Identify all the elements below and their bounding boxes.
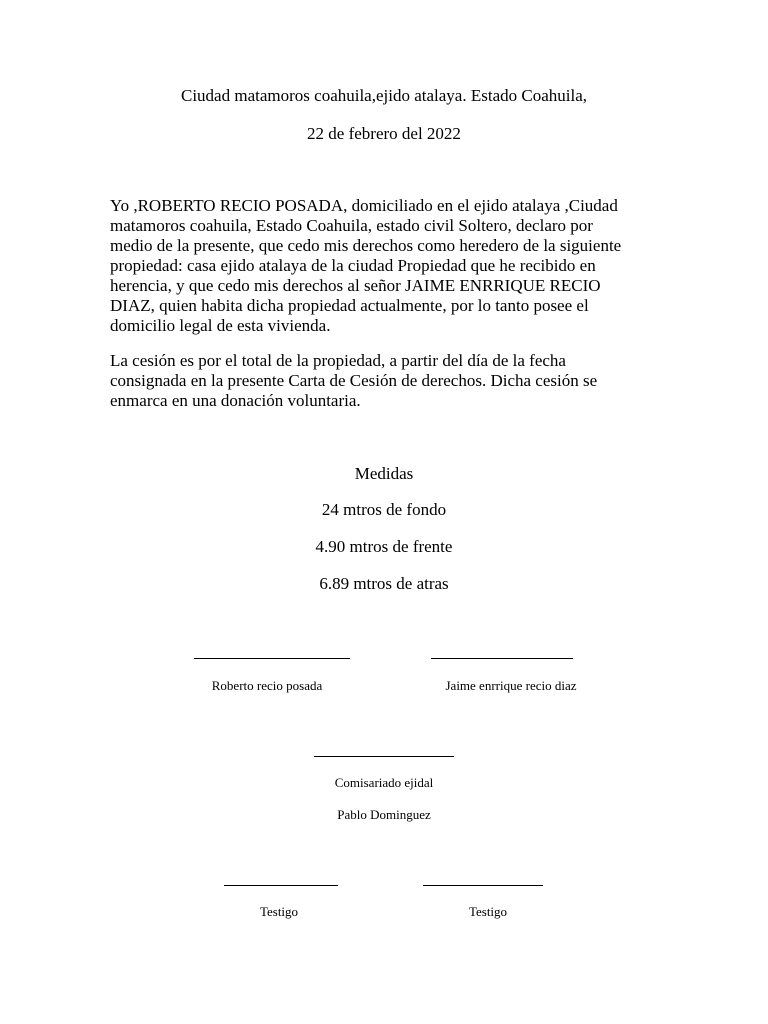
- paragraph-line: medio de la presente, que cedo mis derechos como heredero de la siguiente: [110, 236, 622, 255]
- signature-label-witness1: Testigo: [259, 904, 299, 919]
- signature-line-party1: [194, 658, 350, 659]
- commissioner-name: Pablo Dominguez: [337, 807, 431, 822]
- paragraph-line: Yo ,ROBERTO RECIO POSADA, domiciliado en el ejido atalaya ,Ciudad: [110, 196, 618, 215]
- paragraph-line: consignada en la presente Carta de Cesión de derechos. Dicha cesión se: [110, 371, 598, 390]
- paragraph-cession-terms: [110, 351, 670, 411]
- paragraph-line: enmarca en una donación voluntaria.: [110, 391, 361, 410]
- paragraph-line: domicilio legal de esta vivienda.: [110, 316, 331, 335]
- paragraph-line: herencia, y que cedo mis derechos al señor JAIME ENRRIQUE RECIO: [110, 276, 601, 295]
- paragraph-line: propiedad: casa ejido atalaya de la ciudad Propiedad que he recibido en: [110, 256, 596, 275]
- paragraph-cession-declaration: [110, 196, 670, 336]
- paragraph-line: La cesión es por el total de la propiedad, a partir del día de la fecha: [110, 351, 566, 370]
- paragraph-line: matamoros coahuila, Estado Coahuila, estado civil Soltero, declaro por: [110, 216, 593, 235]
- signature-label-party2: Jaime enrrique recio diaz: [445, 678, 577, 693]
- paragraph-line: DIAZ, quien habita dicha propiedad actualmente, por lo tanto posee el: [110, 296, 589, 315]
- signature-label-witness2: Testigo: [468, 904, 508, 919]
- commissioner-title: Comisariado ejidal: [334, 775, 434, 790]
- header-location: Ciudad matamoros coahuila,ejido atalaya. Estado Coahuila,: [181, 86, 587, 105]
- measure-item: 24 mtros de fondo: [321, 500, 447, 519]
- signature-line-witness2: [423, 885, 543, 886]
- signature-line-party2: [431, 658, 573, 659]
- signature-line-commissioner: [314, 756, 454, 757]
- measure-item: 4.90 mtros de frente: [315, 537, 453, 556]
- signature-label-party1: Roberto recio posada: [211, 678, 323, 693]
- measures-title: Medidas: [354, 464, 414, 483]
- measure-item: 6.89 mtros de atras: [319, 574, 449, 593]
- signature-line-witness1: [224, 885, 338, 886]
- header-date: 22 de febrero del 2022: [307, 124, 461, 143]
